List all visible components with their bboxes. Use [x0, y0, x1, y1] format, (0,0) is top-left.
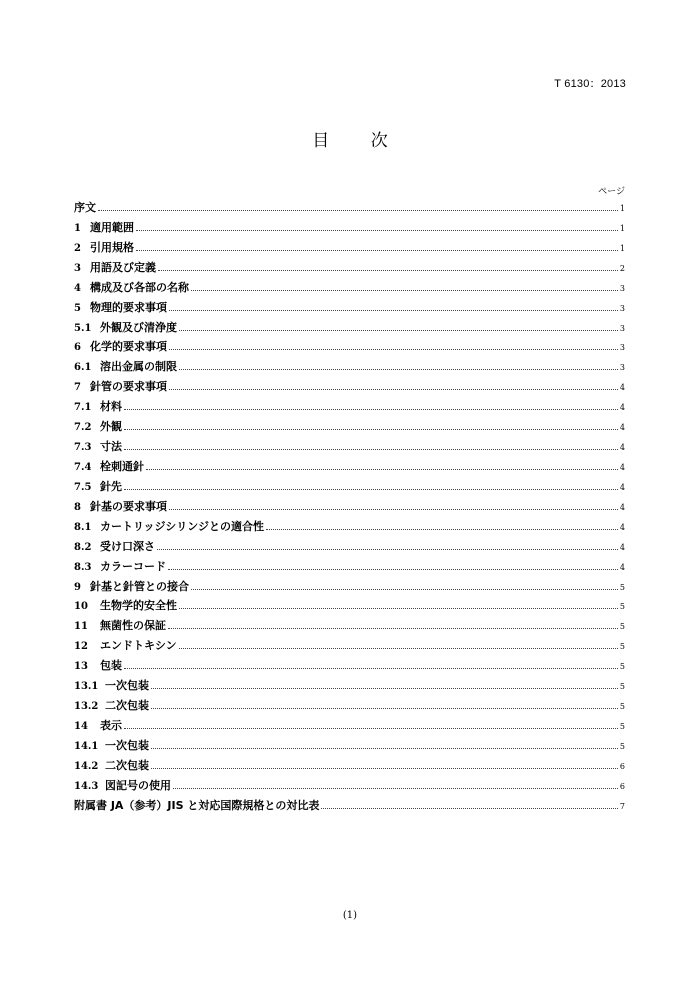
toc-entry-number: 2 — [74, 242, 81, 254]
toc-entry-number: 8.3 — [74, 561, 92, 573]
dot-leader — [168, 628, 618, 629]
toc-entry-page: 3 — [619, 323, 625, 333]
toc-entry-number: 5 — [74, 302, 81, 314]
dot-leader — [124, 489, 618, 490]
toc-entry-label: 二次包装 — [105, 758, 149, 772]
toc-entry-label: 生物学的安全性 — [100, 599, 177, 613]
toc-entry-label: 寸法 — [100, 440, 122, 454]
toc-entry[interactable] — [74, 657, 625, 677]
toc-entry-number: 4 — [74, 282, 81, 294]
toc-entry-label: 包装 — [100, 659, 122, 673]
dot-leader — [191, 290, 618, 291]
toc-entry[interactable] — [74, 637, 625, 657]
toc-entry-number: 12 — [74, 641, 88, 653]
dot-leader — [136, 250, 618, 251]
toc-entry-number: 8.1 — [74, 521, 92, 533]
toc-entry-number: 14.2 — [74, 760, 99, 772]
dot-leader — [151, 708, 618, 709]
toc-entry[interactable] — [74, 757, 625, 777]
toc-entry[interactable] — [74, 438, 625, 458]
toc-entry-number: 6.1 — [74, 362, 92, 374]
toc-entry[interactable] — [74, 338, 625, 358]
dot-leader — [173, 788, 618, 789]
toc-entry-number: 14.3 — [74, 780, 99, 792]
toc-entry-label: 針基と針管との接合 — [90, 579, 189, 593]
toc-entry-number: 13.1 — [74, 681, 99, 693]
toc-entry-number: 8.2 — [74, 541, 92, 553]
toc-entry[interactable] — [74, 239, 625, 259]
toc-entry-label: 外観 — [100, 420, 122, 434]
dot-leader — [136, 230, 618, 231]
dot-leader — [151, 768, 618, 769]
toc-entry-label: 無菌性の保証 — [100, 619, 166, 633]
dot-leader — [179, 608, 618, 609]
toc-entry-number: 9 — [74, 581, 81, 593]
dot-leader — [169, 349, 618, 350]
footer-page-number: (1) — [342, 910, 358, 921]
toc-entry[interactable] — [74, 737, 625, 757]
toc-entry-page: 3 — [619, 343, 625, 353]
toc-entry-page: 1 — [619, 223, 625, 233]
toc-entry-page: 4 — [619, 542, 625, 552]
toc-entry-label: 外観及び清浄度 — [100, 320, 177, 334]
toc-entry-page: 7 — [619, 801, 625, 811]
toc-entry-label: 受け口深さ — [100, 539, 155, 553]
toc-entry-page: 5 — [619, 662, 625, 672]
toc-entry-label: 物理的要求事項 — [90, 300, 167, 314]
dot-leader — [266, 529, 618, 530]
toc-entry[interactable] — [74, 558, 625, 578]
toc-entry-page: 2 — [619, 263, 625, 273]
toc-entry-page: 4 — [619, 443, 625, 453]
dot-leader — [151, 748, 618, 749]
toc-entry-page: 4 — [619, 403, 625, 413]
toc-entry-label: 一次包装 — [105, 738, 149, 752]
toc-entry-page: 4 — [619, 423, 625, 433]
toc-entry-number: 7.1 — [74, 402, 92, 414]
toc-entry-number: 1 — [74, 222, 81, 234]
toc-entry-label: エンドトキシン — [100, 639, 177, 653]
toc-entry[interactable] — [74, 319, 625, 339]
toc-entry-page: 4 — [619, 522, 625, 532]
toc-entry-page: 3 — [619, 283, 625, 293]
toc-entry-page: 5 — [619, 741, 625, 751]
toc-entry-label: 針先 — [100, 479, 122, 493]
dot-leader — [191, 589, 618, 590]
toc-entry-page: 5 — [619, 642, 625, 652]
toc-entry[interactable] — [74, 299, 625, 319]
toc-entry-label: 構成及び各部の名称 — [90, 280, 189, 294]
dot-leader — [124, 429, 618, 430]
toc-entry-number: 11 — [74, 621, 88, 633]
toc-entry-number: 14.1 — [74, 740, 99, 752]
toc-entry-number: 14 — [74, 720, 88, 732]
toc-entry-page: 1 — [619, 204, 625, 213]
toc-entry-number: 6 — [74, 342, 81, 354]
toc-entry-page: 4 — [619, 502, 625, 512]
toc-entry-page: 4 — [619, 462, 625, 472]
toc-entry[interactable] — [74, 199, 625, 219]
toc-entry-page: 6 — [619, 781, 625, 791]
toc-entry-label: カートリッジシリンジとの適合性 — [100, 519, 265, 533]
dot-leader — [157, 549, 618, 550]
dot-leader — [124, 668, 618, 669]
toc-entry[interactable] — [74, 578, 625, 598]
toc-entry-label: 表示 — [100, 718, 122, 732]
dot-leader — [169, 389, 618, 390]
toc-entry-page: 5 — [619, 721, 625, 731]
toc-entry-label: 栓刺通針 — [100, 459, 144, 473]
toc-entry[interactable] — [74, 717, 625, 737]
toc-entry-number: 13.2 — [74, 701, 99, 713]
dot-leader — [169, 509, 618, 510]
table-of-contents — [74, 199, 625, 817]
toc-entry-page: 4 — [619, 383, 625, 393]
toc-entry-label: 針基の要求事項 — [90, 499, 167, 513]
dot-leader — [158, 270, 618, 271]
toc-entry[interactable] — [74, 478, 625, 498]
toc-entry[interactable] — [74, 677, 625, 697]
page-column-heading: ページ — [598, 187, 625, 197]
dot-leader — [124, 728, 618, 729]
toc-entry-page: 3 — [619, 303, 625, 313]
toc-entry-label: 化学的要求事項 — [90, 340, 167, 354]
toc-entry[interactable] — [74, 597, 625, 617]
dot-leader — [169, 310, 618, 311]
toc-entry-label: 二次包装 — [105, 699, 149, 713]
toc-entry-number: 7.3 — [74, 442, 92, 454]
toc-entry-label: 適用範囲 — [90, 220, 134, 234]
toc-entry-label: 溶出金属の制限 — [100, 360, 177, 374]
toc-entry[interactable] — [74, 777, 625, 797]
toc-entry-label: カラーコード — [100, 559, 166, 573]
toc-entry[interactable] — [74, 617, 625, 637]
toc-entry-page: 3 — [619, 363, 625, 373]
toc-entry-page: 5 — [619, 622, 625, 632]
toc-entry[interactable] — [74, 358, 625, 378]
toc-entry-number: 5.1 — [74, 322, 92, 334]
toc-entry-page: 5 — [619, 602, 625, 612]
toc-entry-page: 5 — [619, 682, 625, 692]
document-code: T 6130：2013 — [554, 78, 626, 90]
toc-entry-number: 10 — [74, 601, 88, 613]
page-title: 目 次 — [312, 131, 406, 151]
toc-entry[interactable] — [74, 418, 625, 438]
toc-entry[interactable] — [74, 219, 625, 239]
toc-entry[interactable] — [74, 498, 625, 518]
toc-entry-label: 針管の要求事項 — [90, 380, 167, 394]
dot-leader — [179, 648, 618, 649]
toc-entry[interactable] — [74, 538, 625, 558]
toc-entry-page: 6 — [619, 761, 625, 771]
toc-entry[interactable] — [74, 458, 625, 478]
toc-entry-label: 図記号の使用 — [105, 778, 171, 792]
toc-entry[interactable] — [74, 398, 625, 418]
toc-entry-label: 引用規格 — [90, 240, 134, 254]
toc-entry-page: 5 — [619, 582, 625, 592]
toc-entry-label: 附属書 JA（参考）JIS と対応国際規格との対比表 — [74, 798, 320, 812]
toc-entry[interactable] — [74, 378, 625, 398]
dot-leader — [179, 330, 618, 331]
toc-entry-number: 13 — [74, 661, 88, 673]
dot-leader — [321, 808, 618, 809]
toc-entry-number: 7 — [74, 382, 81, 394]
toc-entry-number: 3 — [74, 262, 81, 274]
toc-entry[interactable] — [74, 797, 625, 817]
toc-entry-number: 7.5 — [74, 481, 92, 493]
toc-entry-label: 一次包装 — [105, 679, 149, 693]
toc-entry-number: 7.2 — [74, 422, 92, 434]
dot-leader — [124, 449, 618, 450]
toc-entry[interactable] — [74, 697, 625, 717]
dot-leader — [168, 569, 618, 570]
toc-entry-page: 5 — [619, 702, 625, 712]
dot-leader — [179, 369, 618, 370]
toc-entry-page: 1 — [619, 243, 625, 253]
toc-entry[interactable] — [74, 279, 625, 299]
toc-entry-page: 4 — [619, 482, 625, 492]
toc-entry[interactable] — [74, 259, 625, 279]
dot-leader — [98, 210, 618, 211]
toc-entry-number: 8 — [74, 501, 81, 513]
toc-entry-label: 材料 — [100, 400, 122, 414]
toc-entry-label: 用語及び定義 — [90, 260, 156, 274]
toc-entry[interactable] — [74, 518, 625, 538]
toc-entry-page: 4 — [619, 562, 625, 572]
toc-entry-label: 序文 — [74, 201, 96, 214]
dot-leader — [124, 409, 618, 410]
dot-leader — [151, 688, 618, 689]
toc-entry-number: 7.4 — [74, 461, 92, 473]
dot-leader — [146, 469, 618, 470]
